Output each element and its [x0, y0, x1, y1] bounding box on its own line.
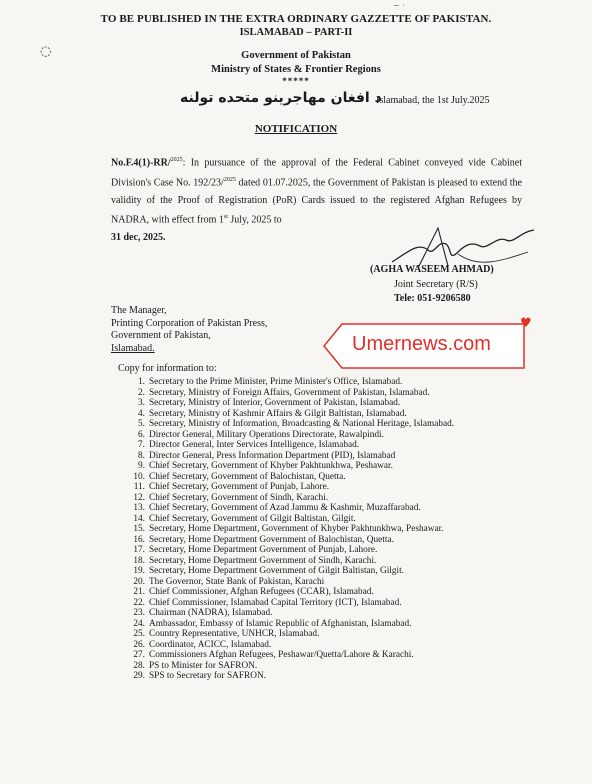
recipient-text: Chief Secretary, Government of Sindh, Karachi. — [149, 492, 329, 503]
recipient-item — [127, 419, 527, 430]
recipient-item — [127, 514, 527, 525]
recipient-item — [127, 598, 527, 609]
recipient-number: 18. — [133, 555, 145, 566]
recipient-number: 12. — [133, 492, 145, 503]
notification-title-wrap — [0, 123, 592, 135]
urdu-stamp: د افغان مهاجرينو متحده تولنه — [180, 90, 382, 106]
recipient-item — [127, 608, 527, 619]
addressee-block — [111, 305, 267, 355]
case-year: 2025 — [223, 176, 236, 183]
recipient-item — [127, 430, 527, 441]
recipient-item — [127, 503, 527, 514]
clip-icon: ◌ — [40, 44, 52, 59]
recipient-text: Director General, Inter Services Intelligence, Islamabad. — [149, 440, 360, 450]
recipient-item — [127, 577, 527, 588]
recipient-number: 9. — [138, 461, 145, 471]
recipient-number: 27. — [133, 650, 145, 660]
recipient-text: Chairman (NADRA), Islamabad. — [149, 608, 273, 618]
recipient-text: Secretary, Ministry of Foreign Affairs, Government of Pakistan, Islamabad. — [149, 387, 430, 398]
recipient-item — [127, 398, 527, 409]
recipient-number: 25. — [133, 629, 145, 639]
notification-title: NOTIFICATION — [254, 123, 338, 135]
recipient-number: 1. — [138, 377, 145, 387]
recipient-number: 21. — [133, 587, 145, 597]
recipient-list — [127, 377, 527, 682]
recipient-number: 23. — [133, 608, 145, 618]
recipient-number: 14. — [133, 513, 145, 524]
recipient-text: Secretary, Home Department Government of Gilgit Baltistan, Gilgit. — [149, 566, 404, 576]
signatory-designation: Joint Secretary (R/S) — [394, 279, 478, 290]
date-suffix: st — [223, 214, 228, 221]
recipient-number: 22. — [133, 597, 145, 608]
recipient-text: Chief Secretary, Government of Punjab, Lahore. — [149, 482, 330, 492]
recipient-text: SPS to Secretary for SAFRON. — [149, 671, 266, 681]
recipient-text: Secretary to the Prime Minister, Prime Minister's Office, Islamabad. — [149, 377, 403, 387]
recipient-text: Secretary, Home Department, Government of Khyber Pakhtunkhwa, Peshawar. — [149, 524, 444, 534]
recipient-text: Chief Secretary, Government of Gilgit Baltistan, Gilgit. — [149, 513, 356, 524]
recipient-text: Chief Commissioner, Islamabad Capital Territory (ICT), Islamabad. — [149, 597, 402, 608]
recipient-number: 6. — [138, 429, 145, 440]
body-text-1: : In pursuance of the approval of the Federal Cabinet conveyed vide Cabinet Division's Case No. 192/23/ — [111, 157, 522, 189]
body-text-3: July, 2025 to — [227, 214, 282, 226]
reference-number: No.F.4(1)-RR/ — [111, 157, 171, 169]
recipient-item — [127, 461, 527, 472]
recipient-item — [127, 377, 527, 388]
recipient-number: 29. — [133, 671, 145, 681]
recipient-text: Chief Secretary, Government of Balochistan, Quetta. — [149, 471, 346, 482]
recipient-item — [127, 451, 527, 462]
recipient-number: 24. — [133, 618, 145, 629]
recipient-number: 3. — [138, 398, 145, 408]
recipient-item — [127, 535, 527, 546]
ministry-name: Ministry of States & Frontier Regions — [211, 64, 381, 75]
recipient-text: Secretary, Home Department Government of Sindh, Karachi. — [149, 555, 377, 566]
recipient-text: Secretary, Ministry of Interior, Government of Pakistan, Islamabad. — [149, 398, 401, 408]
government-name: Government of Pakistan — [241, 50, 351, 61]
addressee-line-1: The Manager, — [111, 305, 167, 316]
recipient-number: 8. — [138, 450, 145, 461]
recipient-number: 11. — [133, 482, 145, 492]
reference-year: 2025 — [170, 157, 183, 163]
body-text-2: dated 01.07.2025, the Government of Pakistan is pleased to extend the validity of the Proof of Registration (PoR) Cards issued to the registered Afghan Refugees by NADRA, with effect from 1 — [111, 177, 522, 226]
recipient-text: Secretary, Ministry of Information, Broadcasting & National Heritage, Islamabad. — [149, 419, 455, 429]
end-date: 31 dec, 2025. — [111, 231, 166, 243]
recipient-text: Coordinator, ACICC, Islamabad. — [149, 639, 272, 650]
recipient-number: 19. — [133, 566, 145, 576]
recipient-item — [127, 545, 527, 556]
recipient-item — [127, 440, 527, 451]
recipient-item — [127, 493, 527, 504]
scan-mark: ~ · — [393, 1, 405, 10]
recipient-text: Country Representative, UNHCR, Islamabad. — [149, 629, 320, 639]
recipient-number: 28. — [133, 660, 145, 671]
recipient-number: 17. — [133, 545, 145, 555]
recipient-item — [127, 650, 527, 661]
recipient-number: 4. — [138, 408, 145, 419]
recipient-item — [127, 629, 527, 640]
recipient-text: The Governor, State Bank of Pakistan, Karachi — [149, 576, 325, 587]
recipient-item — [127, 566, 527, 577]
date-line: Islamabad, the 1st July.2025 — [376, 95, 490, 106]
recipient-text: PS to Minister for SAFRON. — [149, 660, 258, 671]
recipient-number: 7. — [138, 440, 145, 450]
recipient-text: Secretary, Home Department Government of Punjab, Lahore. — [149, 545, 378, 555]
recipient-item — [127, 587, 527, 598]
recipient-number: 26. — [133, 639, 145, 650]
addressee-line-2: Printing Corporation of Pakistan Press, — [111, 317, 268, 329]
recipient-text: Chief Secretary, Government of Khyber Pakhtunkhwa, Peshawar. — [149, 461, 393, 471]
recipient-text: Director General, Press Information Department (PID), Islamabad — [149, 450, 396, 461]
addressee-line-3: Government of Pakistan, — [111, 330, 211, 341]
recipient-number: 2. — [138, 387, 145, 398]
recipient-item — [127, 640, 527, 651]
stars-divider: ***** — [282, 76, 310, 86]
recipient-number: 5. — [138, 419, 145, 429]
recipient-text: Secretary, Home Department Government of Balochistan, Quetta. — [149, 534, 394, 545]
recipient-number: 10. — [133, 471, 145, 482]
recipient-text: Chief Commissioner, Afghan Refugees (CCAR), Islamabad. — [149, 587, 374, 597]
recipient-item — [127, 482, 527, 493]
copy-label: Copy for information to: — [118, 363, 217, 374]
recipient-item — [127, 388, 527, 399]
recipient-text: Ambassador, Embassy of Islamic Republic of Afghanistan, Islamabad. — [149, 618, 412, 629]
recipient-item — [127, 556, 527, 567]
gazette-heading: TO BE PUBLISHED IN THE EXTRA ORDINARY GAZZETTE OF PAKISTAN. — [100, 13, 492, 25]
recipient-item — [127, 409, 527, 420]
recipient-text: Secretary, Ministry of Kashmir Affairs & Gilgit Baltistan, Islamabad. — [149, 408, 407, 419]
watermark-text: Umernews.com — [352, 333, 491, 355]
addressee-line-4: Islamabad. — [111, 342, 155, 354]
recipient-number: 16. — [133, 534, 145, 545]
gazette-part: ISLAMABAD – PART-II — [239, 27, 353, 38]
recipient-item — [127, 661, 527, 672]
recipient-item — [127, 472, 527, 483]
recipient-text: Chief Secretary, Government of Azad Jammu & Kashmir, Muzaffarabad. — [149, 503, 421, 513]
recipient-item — [127, 671, 527, 682]
recipient-item — [127, 524, 527, 535]
signatory-name: (AGHA WASEEM AHMAD) — [370, 264, 494, 275]
signatory-phone: Tele: 051-9206580 — [394, 293, 471, 304]
recipient-number: 20. — [133, 576, 145, 587]
recipient-text: Director General, Military Operations Directorate, Rawalpindi. — [149, 429, 384, 440]
heart-icon: ♥ — [520, 316, 532, 331]
recipient-item — [127, 619, 527, 630]
recipient-number: 13. — [133, 503, 145, 513]
recipient-text: Commissioners Afghan Refugees, Peshawar/Quetta/Lahore & Karachi. — [149, 650, 414, 660]
recipient-number: 15. — [133, 524, 145, 534]
